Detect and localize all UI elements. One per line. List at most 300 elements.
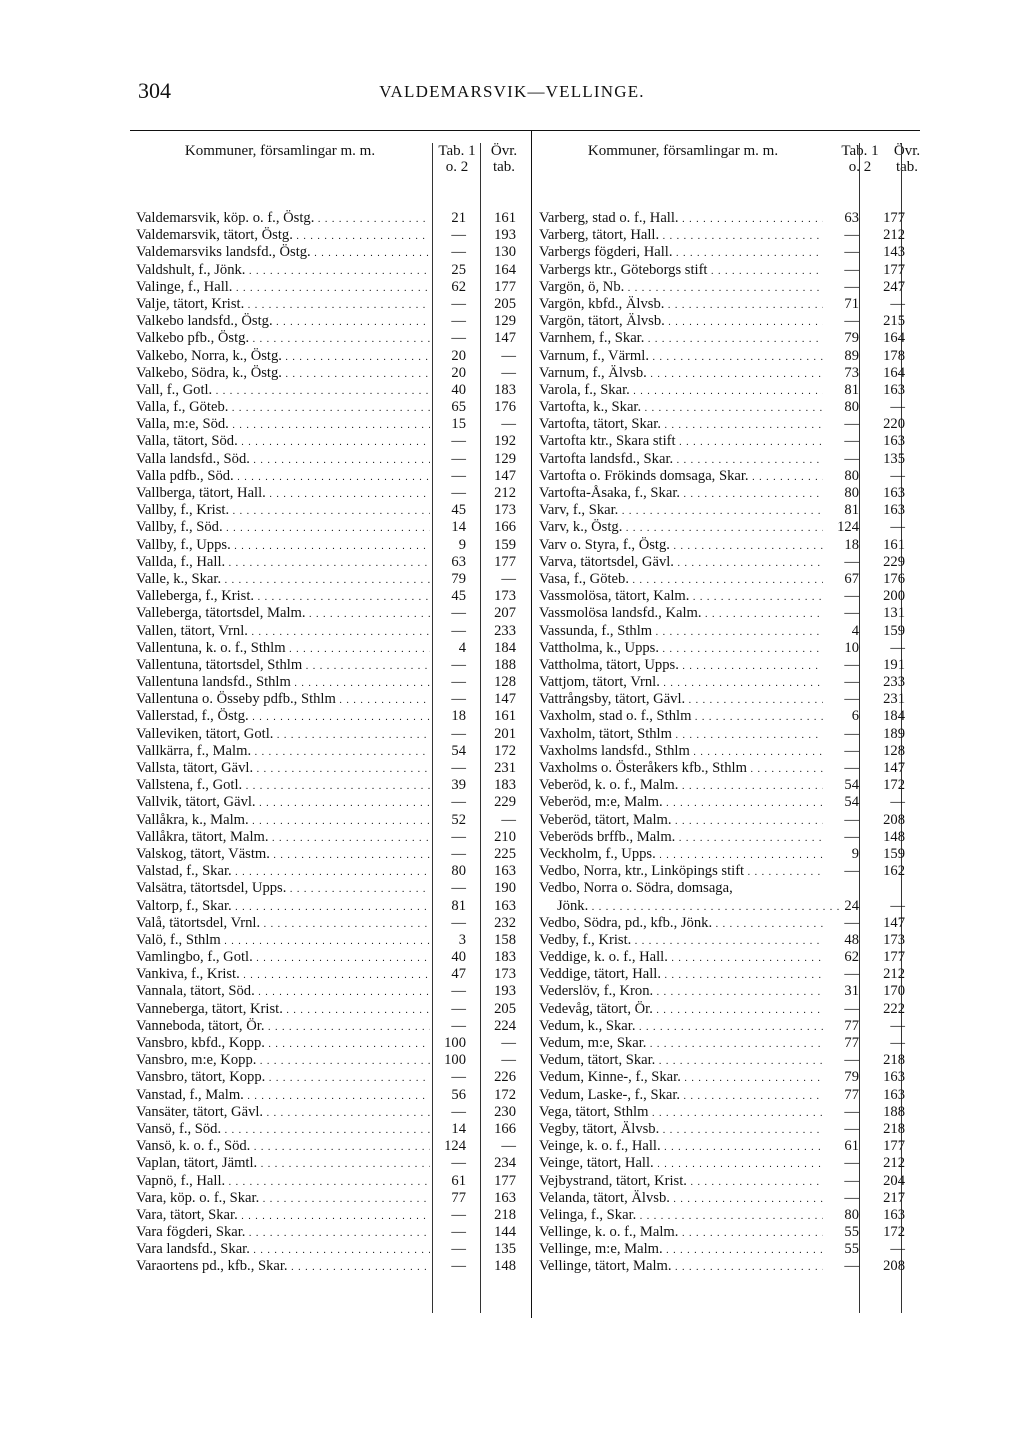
table-row — [533, 1258, 933, 1275]
table-row — [130, 554, 530, 571]
entry-name: Vamlingbo, f., Gotl. . . . — [136, 949, 430, 967]
entry-tab-ref: — — [451, 1069, 466, 1086]
entry-tab-ref: — — [451, 227, 466, 244]
entry-ovr-ref: 229 — [494, 794, 516, 811]
entry-ovr-ref: 212 — [883, 966, 905, 983]
entry-ovr-ref: 218 — [883, 1052, 905, 1069]
entry-ovr-ref: 177 — [883, 1138, 905, 1155]
entry-tab-ref: — — [451, 1103, 466, 1120]
entry-ovr-ref: — — [890, 1035, 905, 1051]
table-row — [533, 1069, 933, 1086]
table-row — [130, 588, 530, 605]
entry-name: Valå, tätortsdel, Vrnl. . . . — [136, 915, 430, 933]
table-row — [533, 279, 933, 296]
table-row — [130, 313, 530, 330]
entry-ovr-ref: — — [501, 570, 516, 587]
table-row — [130, 227, 530, 244]
entry-tab-ref: 65 — [451, 399, 466, 416]
entry-tab-ref: — — [844, 1172, 859, 1189]
entry-ovr-ref: 204 — [883, 1172, 905, 1189]
entry-tab-ref: — — [451, 433, 466, 450]
entry-tab-ref: 40 — [451, 949, 466, 966]
table-row — [130, 1087, 530, 1104]
table-row — [533, 382, 933, 399]
entry-tab-ref: 124 — [444, 1138, 466, 1155]
entry-name: Vallby, f., Söd. . . . — [136, 519, 430, 537]
table-row — [533, 1087, 933, 1104]
entry-tab-ref: 54 — [844, 794, 859, 811]
entry-name: Vedum, tätort, Skar. . . . — [539, 1052, 823, 1070]
entry-ovr-ref: 188 — [883, 1103, 905, 1120]
entry-ovr-ref: 147 — [494, 467, 516, 484]
entry-tab-ref: 89 — [844, 347, 859, 364]
table-row — [533, 1190, 933, 1207]
entry-ovr-ref: 232 — [494, 914, 516, 931]
entry-name: Vallentuna, tätortsdel, Sthlm . . . — [136, 657, 430, 675]
header-tab: Tab. 1 o. 2 — [438, 143, 476, 175]
table-row — [130, 537, 530, 554]
entry-ovr-ref: 163 — [883, 1206, 905, 1223]
table-row — [130, 1121, 530, 1138]
entry-ovr-ref: — — [890, 794, 905, 811]
entry-tab-ref: — — [451, 622, 466, 639]
table-row — [130, 1224, 530, 1241]
entry-tab-ref: — — [844, 828, 859, 845]
entry-name: Vansö, k. o. f., Söd. . . . — [136, 1138, 430, 1156]
entry-tab-ref: — — [451, 691, 466, 708]
entry-name: Varbergs fögderi, Hall. . . . — [539, 244, 823, 262]
entry-ovr-ref: 229 — [883, 553, 905, 570]
table-row — [533, 726, 933, 743]
entry-name: Varv, f., Skar. . . . — [539, 502, 823, 520]
entry-name: Vattholma, tätort, Upps. . . . — [539, 657, 823, 675]
table-row — [533, 863, 933, 880]
entry-name: Vargön, tätort, Älvsb. . . . — [539, 313, 823, 331]
entry-ovr-ref: 147 — [883, 914, 905, 931]
entry-name: Vara, köp. o. f., Skar. . . . — [136, 1190, 430, 1208]
table-row — [130, 1138, 530, 1155]
table-row — [533, 777, 933, 794]
entry-name: Valkebo, Södra, k., Östg. . . . — [136, 365, 430, 383]
entry-tab-ref: — — [451, 914, 466, 931]
entry-ovr-ref: 212 — [494, 485, 516, 501]
table-row — [533, 708, 933, 725]
entry-ovr-ref: 189 — [883, 725, 905, 742]
entry-ovr-ref: 147 — [494, 330, 516, 347]
page-number: 304 — [138, 78, 171, 103]
entry-ovr-ref: 200 — [883, 588, 905, 605]
entry-ovr-ref: — — [890, 639, 905, 656]
table-row — [130, 502, 530, 519]
entry-name: Vartofta, tätort, Skar. . . . — [539, 416, 823, 434]
entry-tab-ref: — — [844, 691, 859, 708]
table-row — [533, 365, 933, 382]
entry-tab-ref: 18 — [844, 536, 859, 553]
entry-ovr-ref: 172 — [494, 1086, 516, 1103]
running-title: VALDEMARSVIK—VELLINGE. — [379, 82, 645, 101]
table-row — [533, 829, 933, 846]
entry-ovr-ref: 217 — [883, 1189, 905, 1206]
table-row — [533, 519, 933, 536]
entry-name: Valkebo pfb., Östg. . . . — [136, 330, 430, 348]
entry-ovr-ref: 205 — [494, 295, 516, 312]
entry-name: Vedbo, Södra, pd., kfb., Jönk. . . . — [539, 915, 823, 933]
table-row — [130, 330, 530, 347]
entry-ovr-ref: 159 — [883, 622, 905, 639]
table-row — [533, 348, 933, 365]
entry-name: Varaortens pd., kfb., Skar. . . . — [136, 1258, 430, 1276]
left-column — [130, 131, 530, 1276]
entry-ovr-ref: 161 — [494, 708, 516, 725]
entry-tab-ref: 55 — [844, 1224, 859, 1241]
entry-tab-ref: 79 — [844, 1069, 859, 1086]
entry-ovr-ref: — — [501, 416, 516, 433]
entry-ovr-ref: 177 — [883, 949, 905, 966]
entry-name: Valdemarsviks landsfd., Östg. . . . — [136, 244, 430, 262]
table-row — [533, 1052, 933, 1069]
table-row — [130, 846, 530, 863]
entry-name: Vedum, k., Skar. . . . — [539, 1018, 823, 1036]
table-row — [130, 691, 530, 708]
entry-tab-ref: — — [451, 880, 466, 897]
entry-tab-ref: — — [844, 450, 859, 467]
entry-tab-ref: 52 — [451, 811, 466, 828]
table-row — [533, 571, 933, 588]
table-row — [533, 1138, 933, 1155]
entry-name: Valö, f., Sthlm . . . — [136, 932, 430, 950]
entry-name: Veberöd, m:e, Malm. . . . — [539, 794, 823, 812]
table-row — [533, 210, 933, 227]
entry-tab-ref: — — [844, 1120, 859, 1137]
entry-ovr-ref: 161 — [883, 536, 905, 553]
entry-name: Vattrångsby, tätort, Gävl. . . . — [539, 691, 823, 709]
table-row — [130, 812, 530, 829]
entry-ovr-ref: 210 — [494, 828, 516, 845]
entry-tab-ref: 24 — [844, 897, 859, 914]
entry-name: Vapnö, f., Hall. . . . — [136, 1173, 430, 1191]
entry-name: Valleberga, f., Krist. . . . — [136, 588, 430, 606]
entry-ovr-ref: 177 — [883, 261, 905, 278]
entry-tab-ref: 63 — [451, 553, 466, 570]
table-row — [130, 726, 530, 743]
entry-tab-ref: — — [844, 433, 859, 450]
header-ovr: Övr. tab. — [490, 143, 518, 175]
entry-name: Vallvik, tätort, Gävl. . . . — [136, 794, 430, 812]
entry-ovr-ref: 173 — [494, 502, 516, 519]
entry-tab-ref: 73 — [844, 364, 859, 381]
entry-name: Vargön, ö, Nb. . . . — [539, 279, 823, 297]
table-row — [130, 1018, 530, 1035]
entry-tab-ref: 4 — [458, 639, 466, 656]
entry-ovr-ref: 158 — [494, 931, 516, 948]
entry-tab-ref: 77 — [844, 1035, 859, 1051]
entry-tab-ref: — — [844, 760, 859, 776]
entry-name: Vannala, tätort, Söd. . . . — [136, 983, 430, 1001]
table-row — [130, 605, 530, 622]
entry-tab-ref: — — [451, 330, 466, 347]
entry-ovr-ref: 163 — [883, 1086, 905, 1103]
entry-ovr-ref: 218 — [494, 1206, 516, 1223]
entry-tab-ref: 80 — [451, 863, 466, 880]
table-row — [130, 451, 530, 468]
entry-tab-ref: — — [451, 725, 466, 742]
entry-tab-ref: 81 — [451, 897, 466, 914]
entry-ovr-ref: 247 — [883, 278, 905, 295]
entry-ovr-ref: 193 — [494, 983, 516, 1000]
entry-ovr-ref: 147 — [494, 691, 516, 708]
entry-tab-ref: 54 — [844, 777, 859, 794]
entry-name: Vaplan, tätort, Jämtl. . . . — [136, 1155, 430, 1173]
column-divider — [531, 131, 532, 1318]
entry-name: Valla, m:e, Söd. . . . — [136, 416, 430, 434]
left-column-header — [130, 131, 530, 177]
entry-ovr-ref: 225 — [494, 845, 516, 862]
entry-tab-ref: 3 — [458, 931, 466, 948]
entry-name: Vegby, tätort, Älvsb. . . . — [539, 1121, 823, 1139]
entry-ovr-ref: 212 — [883, 1155, 905, 1172]
entry-name: Vallberga, tätort, Hall. . . . — [136, 485, 430, 503]
table-row — [130, 949, 530, 966]
table-row — [533, 966, 933, 983]
entry-tab-ref: — — [844, 1103, 859, 1120]
entry-tab-ref: — — [844, 605, 859, 622]
entry-name: Vassunda, f., Sthlm . . . — [539, 623, 823, 641]
entry-name: Vankiva, f., Krist. . . . — [136, 966, 430, 984]
page-header — [0, 78, 1024, 108]
entry-name: Varv, k., Östg. . . . — [539, 519, 823, 537]
table-row — [533, 760, 933, 777]
entry-tab-ref: — — [451, 1017, 466, 1034]
table-row — [130, 416, 530, 433]
entry-name: Valle, k., Skar. . . . — [136, 571, 430, 589]
entry-ovr-ref: — — [890, 295, 905, 312]
entry-name: Vansbro, tätort, Kopp. . . . — [136, 1069, 430, 1087]
entry-name: Vaxholms o. Österåkers kfb., Sthlm . . . — [539, 760, 823, 778]
entry-tab-ref: 124 — [837, 519, 859, 536]
entry-tab-ref: — — [451, 467, 466, 484]
entry-ovr-ref: 222 — [883, 1000, 905, 1017]
entry-name: Valkebo landsfd., Östg. . . . — [136, 313, 430, 331]
entry-tab-ref: 77 — [451, 1189, 466, 1206]
entry-name: Valinge, f., Hall. . . . — [136, 279, 430, 297]
entry-tab-ref: — — [844, 1052, 859, 1069]
entry-tab-ref: 63 — [844, 210, 859, 226]
entry-tab-ref: 61 — [844, 1138, 859, 1155]
table-row — [533, 794, 933, 811]
table-row — [130, 880, 530, 897]
entry-name: Vallstena, f., Gotl. . . . — [136, 777, 430, 795]
entry-tab-ref: — — [451, 313, 466, 330]
entry-tab-ref: 79 — [844, 330, 859, 347]
entry-ovr-ref: 129 — [494, 313, 516, 330]
entry-name: Valkebo, Norra, k., Östg. . . . — [136, 348, 430, 366]
entry-ovr-ref: 163 — [494, 897, 516, 914]
entry-tab-ref: — — [844, 966, 859, 983]
entry-tab-ref: 45 — [451, 502, 466, 519]
entry-tab-ref: 20 — [451, 364, 466, 381]
entry-tab-ref: 20 — [451, 347, 466, 364]
table-row — [533, 949, 933, 966]
table-row — [130, 760, 530, 777]
entry-ovr-ref: 183 — [494, 381, 516, 398]
table-row — [533, 554, 933, 571]
table-row — [533, 674, 933, 691]
table-row — [533, 1018, 933, 1035]
entry-name: Vedum, Kinne-, f., Skar. . . . — [539, 1069, 823, 1087]
entry-ovr-ref: 176 — [883, 570, 905, 587]
table-row — [130, 382, 530, 399]
entry-ovr-ref: 231 — [494, 760, 516, 776]
entry-tab-ref: 80 — [844, 485, 859, 501]
entry-tab-ref: — — [844, 416, 859, 433]
entry-name: Vansäter, tätort, Gävl. . . . — [136, 1104, 430, 1122]
entry-ovr-ref: 163 — [883, 502, 905, 519]
entry-ovr-ref: 161 — [494, 210, 516, 226]
table-row — [533, 1155, 933, 1172]
entry-name: Vaxholm, stad o. f., Sthlm . . . — [539, 708, 823, 726]
table-row — [533, 880, 933, 897]
entry-ovr-ref: 208 — [883, 1258, 905, 1275]
entry-ovr-ref: 163 — [494, 1189, 516, 1206]
table-row — [533, 983, 933, 1000]
table-row — [533, 1224, 933, 1241]
entry-ovr-ref: 131 — [883, 605, 905, 622]
entry-ovr-ref: 172 — [883, 1224, 905, 1241]
entry-tab-ref: 80 — [844, 399, 859, 416]
table-row — [533, 812, 933, 829]
table-row — [130, 1069, 530, 1086]
entry-name: Vansbro, m:e, Kopp. . . . — [136, 1052, 430, 1070]
entry-ovr-ref: 135 — [494, 1241, 516, 1258]
entry-name: Veckholm, f., Upps. . . . — [539, 846, 823, 864]
header-ovr: Övr. tab. — [893, 143, 921, 175]
entry-ovr-ref: 162 — [883, 863, 905, 880]
entry-tab-ref: 9 — [458, 536, 466, 553]
entry-name: Vartofta o. Frökinds domsaga, Skar. . . . — [539, 468, 823, 486]
entry-name: Varberg, stad o. f., Hall. . . . — [539, 210, 823, 228]
table-row — [533, 915, 933, 932]
table-row — [130, 348, 530, 365]
entry-ovr-ref: — — [890, 1241, 905, 1258]
entry-tab-ref: 61 — [451, 1172, 466, 1189]
table-row — [130, 777, 530, 794]
entry-tab-ref: 4 — [851, 622, 859, 639]
entry-ovr-ref: 159 — [494, 536, 516, 553]
entry-ovr-ref: 230 — [494, 1103, 516, 1120]
entry-tab-ref: 39 — [451, 777, 466, 794]
entry-name: Valla landsfd., Söd. . . . — [136, 451, 430, 469]
entry-ovr-ref: 226 — [494, 1069, 516, 1086]
table-row — [130, 1173, 530, 1190]
entry-tab-ref: 77 — [844, 1086, 859, 1103]
entry-ovr-ref: 148 — [883, 828, 905, 845]
table-row — [533, 244, 933, 261]
table-row — [533, 1104, 933, 1121]
entry-tab-ref: — — [451, 656, 466, 673]
entry-tab-ref: — — [451, 845, 466, 862]
entry-name: Vedum, m:e, Skar. . . . — [539, 1035, 823, 1053]
table-row — [533, 296, 933, 313]
entry-tab-ref: 31 — [844, 983, 859, 1000]
entry-ovr-ref: 173 — [883, 931, 905, 948]
entry-ovr-ref: 220 — [883, 416, 905, 433]
entry-name: Varbergs ktr., Göteborgs stift . . . — [539, 262, 823, 280]
table-row — [130, 279, 530, 296]
entry-ovr-ref: 163 — [494, 863, 516, 880]
entry-tab-ref: — — [451, 1258, 466, 1275]
entry-name: Vallåkra, k., Malm. . . . — [136, 812, 430, 830]
table-row — [533, 433, 933, 450]
entry-ovr-ref: 164 — [883, 330, 905, 347]
entry-ovr-ref: 177 — [494, 278, 516, 295]
entry-name: Vallby, f., Upps. . . . — [136, 537, 430, 555]
entry-tab-ref: — — [451, 485, 466, 501]
entry-ovr-ref: 147 — [883, 760, 905, 776]
entry-tab-ref: 45 — [451, 588, 466, 605]
entry-name: Vassmolösa landsfd., Kalm. . . . — [539, 605, 823, 623]
entry-ovr-ref: 135 — [883, 450, 905, 467]
entry-ovr-ref: 143 — [883, 244, 905, 261]
entry-name: Vanneberga, tätort, Krist. . . . — [136, 1001, 430, 1019]
table-row — [130, 743, 530, 760]
entry-name: Veberöd, k. o. f., Malm. . . . — [539, 777, 823, 795]
table-row — [533, 1207, 933, 1224]
entry-tab-ref: — — [451, 760, 466, 776]
table-row — [533, 399, 933, 416]
entry-ovr-ref: 183 — [494, 949, 516, 966]
table-row — [130, 296, 530, 313]
table-row — [130, 485, 530, 502]
entry-ovr-ref: 207 — [494, 605, 516, 622]
entry-name: Vederslöv, f., Kron. . . . — [539, 983, 823, 1001]
table-row — [130, 1155, 530, 1172]
entry-name: Vellinge, tätort, Malm. . . . — [539, 1258, 823, 1276]
table-row — [130, 898, 530, 915]
table-row — [533, 502, 933, 519]
entry-tab-ref: 56 — [451, 1086, 466, 1103]
entry-tab-ref: — — [844, 1189, 859, 1206]
entry-tab-ref: — — [844, 588, 859, 605]
entry-tab-ref: 80 — [844, 1206, 859, 1223]
entry-name: Veberöds brffb., Malm. . . . — [539, 829, 823, 847]
entry-ovr-ref: 234 — [494, 1155, 516, 1172]
table-row — [130, 262, 530, 279]
entry-name: Vansö, f., Söd. . . . — [136, 1121, 430, 1139]
entry-tab-ref: — — [451, 1224, 466, 1241]
table-row — [130, 1207, 530, 1224]
entry-name: Vedbo, Norra o. Södra, domsaga, — [539, 880, 733, 897]
entry-name: Veberöd, tätort, Malm. . . . — [539, 812, 823, 830]
entry-name: Vallsta, tätort, Gävl. . . . — [136, 760, 430, 778]
right-column-header — [533, 131, 933, 177]
entry-tab-ref: — — [844, 1155, 859, 1172]
entry-ovr-ref: 205 — [494, 1000, 516, 1017]
table-row — [533, 468, 933, 485]
entry-ovr-ref: — — [501, 364, 516, 381]
entry-name: Velinga, f., Skar. . . . — [539, 1207, 823, 1225]
entry-name: Varola, f., Skar. . . . — [539, 382, 823, 400]
entry-tab-ref: 40 — [451, 381, 466, 398]
entry-tab-ref: — — [844, 742, 859, 759]
entry-ovr-ref: — — [501, 1138, 516, 1155]
entry-ovr-ref: 164 — [494, 261, 516, 278]
entry-tab-ref: — — [451, 828, 466, 845]
entry-tab-ref: — — [451, 1241, 466, 1258]
entry-name: Vedbo, Norra, ktr., Linköpings stift . . . — [539, 863, 823, 881]
entry-tab-ref: — — [844, 914, 859, 931]
entry-tab-ref: 55 — [844, 1241, 859, 1258]
entry-tab-ref: 18 — [451, 708, 466, 725]
